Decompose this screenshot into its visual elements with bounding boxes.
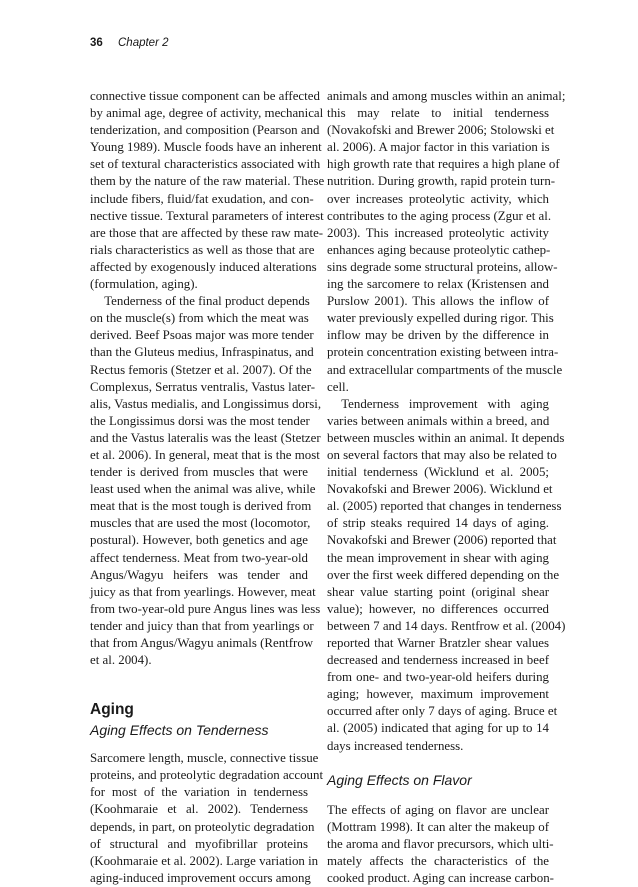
- text-line: of structural and myofibrillar proteins: [90, 836, 308, 851]
- text-line: them by the nature of the raw material. These: [90, 174, 325, 189]
- text-line: on the muscle(s) from which the meat was: [90, 311, 309, 326]
- text-line: tender is derived from muscles that were: [90, 465, 308, 480]
- text-line: al. (2005) indicated that aging for up to 14: [327, 721, 549, 736]
- text-line: least used when the animal was alive, while: [90, 482, 316, 497]
- text-line: inflow may be driven by the difference in: [327, 328, 549, 343]
- text-line: contributes to the aging process (Zgur et al.: [327, 208, 552, 223]
- text-line: affected by exogenously induced alterations: [90, 259, 317, 274]
- text-line: of strip steaks required 14 days of aging.: [327, 516, 549, 531]
- text-line: this may relate to initial tenderness: [327, 106, 549, 121]
- text-line: al. 2006). A major factor in this variation is: [327, 140, 550, 155]
- text-line: Purslow 2001). This allows the inflow of: [327, 294, 549, 309]
- text-line: tenderization, and composition (Pearson and: [90, 123, 320, 138]
- text-line: Novakofski and Brewer 2006). Wicklund et: [327, 482, 553, 497]
- text-line: by animal age, degree of activity, mechanical: [90, 106, 324, 121]
- text-line: shear value starting point (original shear: [327, 584, 549, 599]
- text-line: rials characteristics as well as those that are: [90, 242, 315, 257]
- text-line: than the Gluteus medius, Infraspinatus, and: [90, 345, 314, 360]
- text-line: nutrition. During growth, rapid protein turn-: [327, 174, 556, 189]
- text-line: Rectus femoris (Stetzer et al. 2007). Of the: [90, 362, 312, 377]
- text-line: cell.: [327, 379, 349, 394]
- section-heading-aging: Aging: [90, 701, 134, 719]
- text-line: from two-year-old pure Angus lines was less: [90, 601, 321, 616]
- text-line: juicy as that from yearlings. However, meat: [90, 584, 316, 599]
- text-line: high growth rate that requires a high plane of: [327, 157, 560, 172]
- text-line: et al. 2004).: [90, 653, 152, 668]
- page-number: 36: [90, 37, 103, 49]
- subheading-aging-tenderness: Aging Effects on Tenderness: [90, 722, 269, 739]
- text-line: initial tenderness (Wicklund et al. 2005;: [327, 465, 549, 480]
- text-line: proteins, and proteolytic degradation account: [90, 768, 324, 783]
- text-line: cooked product. Aging can increase carbon-: [327, 871, 554, 886]
- text-line: over increases proteolytic activity, which: [327, 191, 549, 206]
- text-line: (formulation, aging).: [90, 277, 198, 292]
- text-line: Young 1989). Muscle foods have an inherent: [90, 140, 322, 155]
- text-line: tender and juicy than that from yearlings or: [90, 618, 314, 633]
- text-line: aging; however, maximum improvement: [327, 687, 549, 702]
- text-line: al. (2005) reported that changes in tenderness: [327, 499, 562, 514]
- text-line: Tenderness improvement with aging: [341, 396, 549, 411]
- text-line: (Mottram 1998). It can alter the makeup of: [327, 819, 549, 834]
- text-line: varies between animals within a breed, and: [327, 413, 550, 428]
- text-line: nective tissue. Textural parameters of interest: [90, 208, 324, 223]
- text-line: days increased tenderness.: [327, 738, 464, 753]
- text-line: animals and among muscles within an animal;: [327, 89, 566, 103]
- text-line: sins degrade some structural proteins, allow-: [327, 259, 558, 274]
- text-line: decreased and tenderness increased in beef: [327, 653, 549, 668]
- text-line: depends, in part, on proteolytic degradation: [90, 819, 315, 834]
- chapter-label: Chapter 2: [118, 37, 169, 49]
- paragraph: [90, 293, 322, 669]
- text-line: affect tenderness. Meat from two-year-old: [90, 550, 308, 565]
- text-line: alis, Vastus medialis, and Longissimus dorsi,: [90, 396, 322, 411]
- paragraph: [327, 88, 566, 396]
- paragraph: [327, 802, 554, 887]
- text-line: mately affects the characteristics of the: [327, 853, 549, 868]
- paragraph: [90, 88, 325, 293]
- text-line: ing the sarcomere to relax (Kristensen and: [327, 277, 549, 292]
- text-line: the Longissimus dorsi was the most tender: [90, 413, 310, 428]
- text-line: between muscles within an animal. It depends: [327, 430, 565, 445]
- paragraph: [327, 396, 566, 755]
- subheading-aging-flavor: Aging Effects on Flavor: [327, 771, 472, 788]
- text-line: that from Angus/Wagyu animals (Rentfrow: [90, 636, 314, 650]
- text-line: Angus/Wagyu heifers was tender and: [90, 567, 308, 582]
- text-line: Novakofski and Brewer (2006) reported that: [327, 533, 557, 548]
- text-line: reported that Warner Bratzler shear values: [327, 636, 549, 650]
- text-line: are those that are affected by these raw mate-: [90, 225, 324, 240]
- text-line: water previously expelled during rigor. This: [327, 311, 554, 326]
- text-line: value); however, no differences occurred: [327, 601, 549, 616]
- text-line: protein concentration existing between intra-: [327, 345, 559, 360]
- right-column: [327, 88, 566, 887]
- text-line: the aroma and flavor precursors, which ulti-: [327, 836, 554, 851]
- text-line: from one- and two-year-old heifers during: [327, 670, 549, 685]
- text-line: Complexus, Serratus ventralis, Vastus later-: [90, 379, 316, 394]
- text-line: et al. 2006). In general, meat that is the most: [90, 447, 320, 462]
- text-line: aging-induced improvement occurs among: [90, 870, 311, 885]
- text-line: derived. Beef Psoas major was more tender: [90, 328, 314, 343]
- text-line: connective tissue component can be affected: [90, 89, 320, 103]
- text-line: set of textural characteristics associated with: [90, 157, 321, 172]
- text-line: for most of the variation in tenderness: [90, 785, 308, 800]
- text-line: occurred after only 7 days of aging. Bruce et: [327, 704, 558, 719]
- text-line: (Koohmaraie et al. 2002). Tenderness: [90, 802, 308, 817]
- text-line: Sarcomere length, muscle, connective tissue: [90, 751, 319, 766]
- text-line: muscles that are used the most (locomotor,: [90, 516, 311, 531]
- page-header: [90, 37, 169, 49]
- text-line: postural). However, both genetics and age: [90, 533, 308, 548]
- text-line: and extracellular compartments of the muscle: [327, 362, 563, 377]
- text-line: over the first week differed depending on the: [327, 567, 560, 582]
- text-line: (Koohmaraie et al. 2002). Large variation in: [90, 853, 319, 868]
- text-line: and the Vastus lateralis was the least (Stetzer: [90, 430, 321, 445]
- text-line: the mean improvement in shear with aging: [327, 550, 549, 565]
- text-line: Tenderness of the final product depends: [104, 294, 310, 309]
- text-line: between 7 and 14 days. Rentfrow et al. (2004): [327, 618, 566, 633]
- text-line: (Novakofski and Brewer 2006; Stolowski et: [327, 123, 555, 138]
- text-line: on several factors that may also be related to: [327, 447, 557, 462]
- text-line: The effects of aging on flavor are unclear: [327, 802, 549, 817]
- text-line: include fibers, fluid/fat exudation, and con-: [90, 191, 314, 206]
- paragraph: [90, 750, 324, 887]
- text-line: 2003). This increased proteolytic activity: [327, 225, 549, 240]
- text-line: meat that is the most tough is derived from: [90, 499, 312, 514]
- left-column: [90, 88, 325, 887]
- text-line: enhances aging because proteolytic cathep-: [327, 242, 551, 257]
